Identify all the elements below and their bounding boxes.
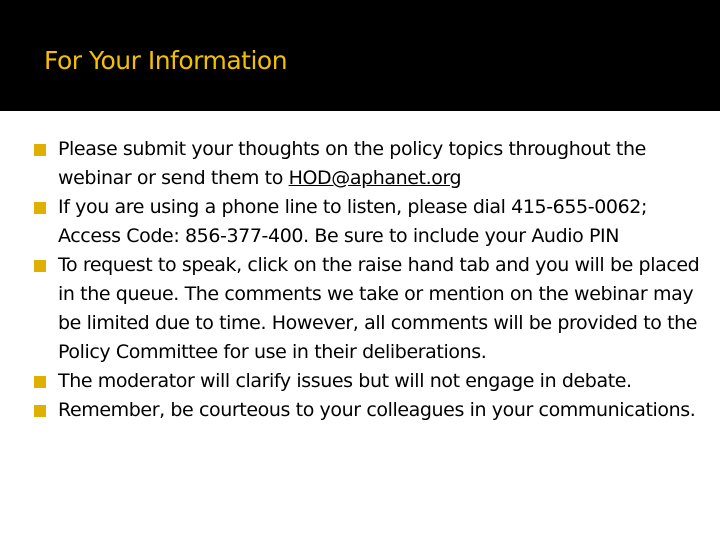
slide-header (0, 0, 720, 111)
bullet-item-request-to-speak (0, 251, 720, 367)
bullet-item-courteous (0, 396, 720, 425)
bullet-text: If you are using a phone line to listen, please dial 415-655-0062; Access Code: 856-377-400. Be sure to include your Audio PIN (58, 196, 647, 247)
bullet-list (0, 135, 720, 425)
bullet-item-submit-thoughts (0, 135, 720, 193)
bullet-text: Remember, be courteous to your colleagues in your communications. (58, 399, 696, 421)
square-bullet-icon (34, 260, 46, 272)
square-bullet-icon (34, 144, 46, 156)
slide-title: For Your Information (44, 46, 288, 75)
square-bullet-icon (34, 202, 46, 214)
email-link[interactable]: HOD@aphanet.org (288, 167, 462, 189)
bullet-text: To request to speak, click on the raise hand tab and you will be placed in the queue. The comments we take or mention on the webinar may be limited due to time. However, all comments will be provided to the Policy Committee for use in their deliberations. (58, 254, 700, 363)
bullet-item-moderator (0, 367, 720, 396)
square-bullet-icon (34, 405, 46, 417)
bullet-item-phone-line (0, 193, 720, 251)
square-bullet-icon (34, 376, 46, 388)
bullet-text: Please submit your thoughts on the policy topics throughout the webinar or send them to (58, 138, 646, 189)
bullet-text: The moderator will clarify issues but will not engage in debate. (58, 370, 632, 392)
